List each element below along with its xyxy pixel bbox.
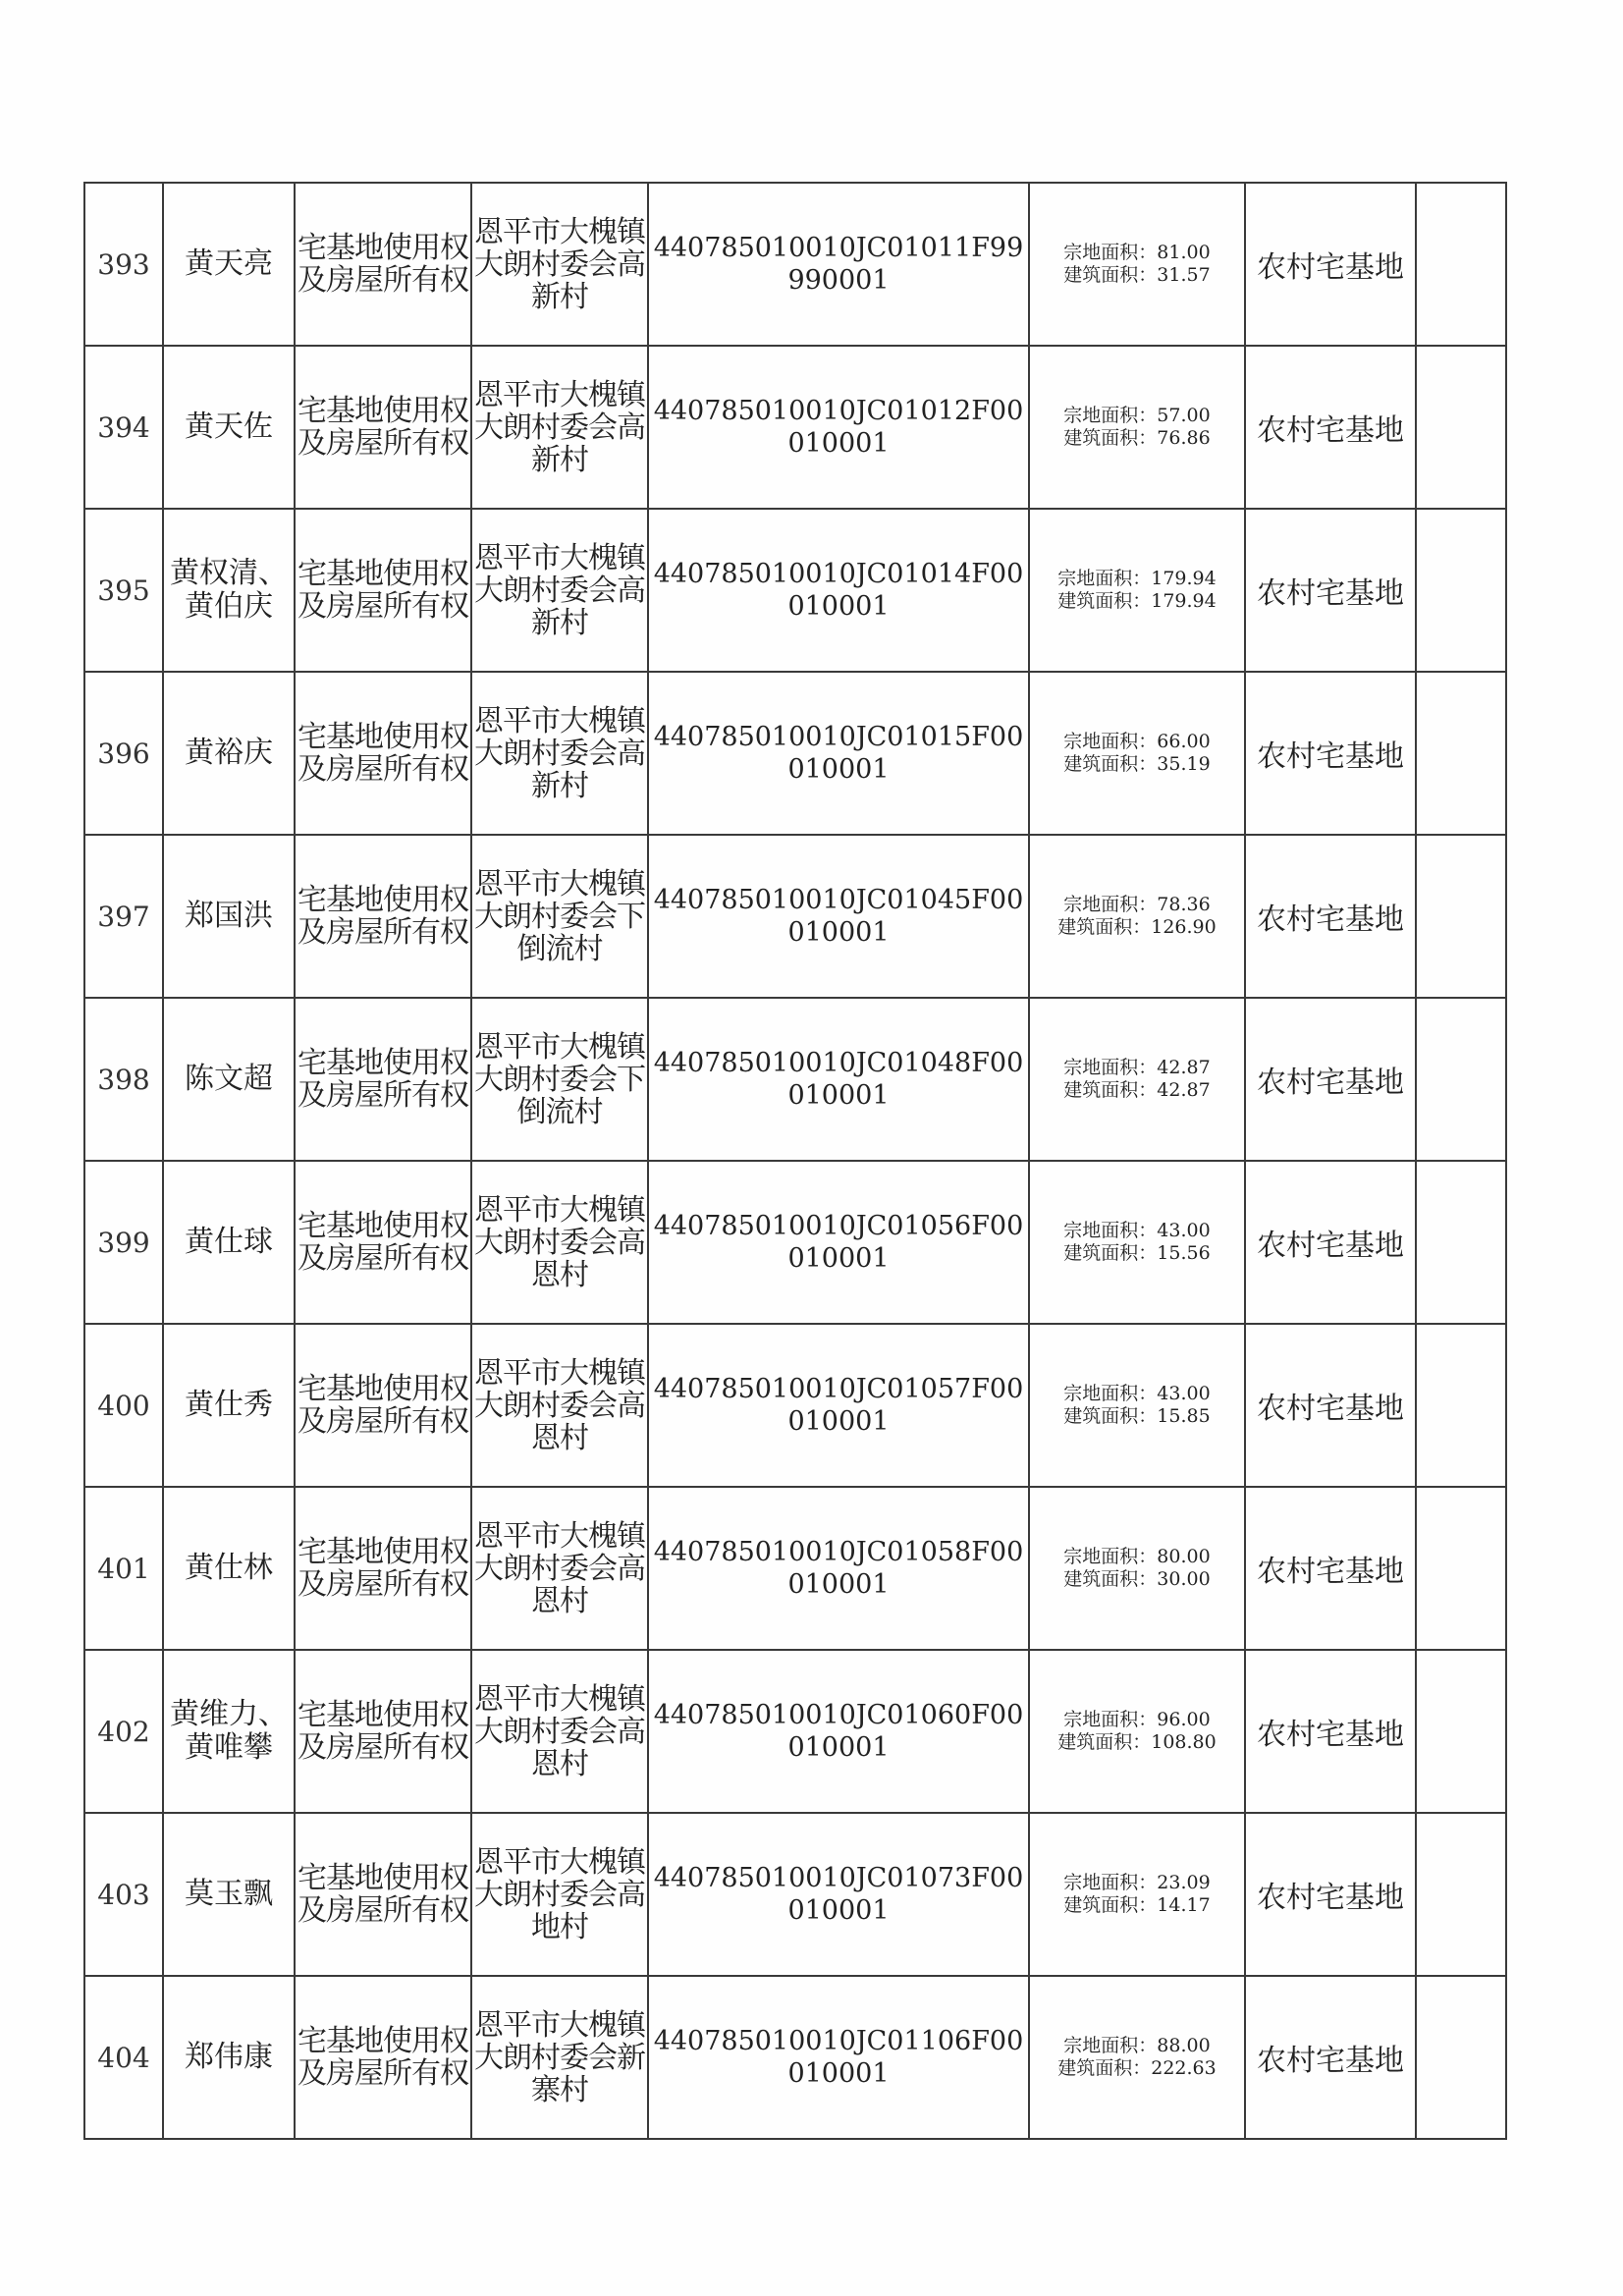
area-info (1029, 509, 1245, 672)
property-location: 恩平市大槐镇大朗村委会高地村 (471, 1813, 648, 1976)
right-type: 宅基地使用权及房屋所有权 (295, 183, 471, 346)
building-area: 建筑面积：35.19 (1063, 753, 1211, 775)
registration-table-body (84, 183, 1506, 2139)
building-area: 建筑面积：31.57 (1063, 264, 1211, 286)
row-number: 398 (84, 998, 163, 1161)
table-row (84, 672, 1506, 835)
remarks (1416, 1487, 1506, 1650)
land-area: 宗地面积：81.00 (1063, 242, 1211, 263)
row-number: 402 (84, 1650, 163, 1813)
property-location: 恩平市大槐镇大朗村委会下倒流村 (471, 835, 648, 998)
land-area: 宗地面积：80.00 (1063, 1546, 1211, 1567)
land-use: 农村宅基地 (1245, 346, 1416, 509)
right-type: 宅基地使用权及房屋所有权 (295, 346, 471, 509)
row-number: 404 (84, 1976, 163, 2139)
remarks (1416, 509, 1506, 672)
property-location: 恩平市大槐镇大朗村委会高恩村 (471, 1161, 648, 1324)
owner-name: 黄权清、黄伯庆 (163, 509, 295, 672)
land-area: 宗地面积：57.00 (1063, 405, 1211, 426)
right-type: 宅基地使用权及房屋所有权 (295, 998, 471, 1161)
remarks (1416, 183, 1506, 346)
land-area: 宗地面积：66.00 (1063, 731, 1211, 752)
right-type: 宅基地使用权及房屋所有权 (295, 1976, 471, 2139)
property-location: 恩平市大槐镇大朗村委会高恩村 (471, 1487, 648, 1650)
table-row (84, 835, 1506, 998)
table-row (84, 346, 1506, 509)
building-area: 建筑面积：30.00 (1063, 1568, 1211, 1590)
remarks (1416, 346, 1506, 509)
building-area: 建筑面积：76.86 (1063, 427, 1211, 449)
unit-code: 440785010010JC01012F00010001 (648, 346, 1029, 509)
row-number: 403 (84, 1813, 163, 1976)
owner-name: 黄裕庆 (163, 672, 295, 835)
unit-code: 440785010010JC01048F00010001 (648, 998, 1029, 1161)
table-row (84, 1161, 1506, 1324)
land-area: 宗地面积：179.94 (1057, 568, 1217, 589)
land-use: 农村宅基地 (1245, 1650, 1416, 1813)
unit-code: 440785010010JC01015F00010001 (648, 672, 1029, 835)
property-location: 恩平市大槐镇大朗村委会下倒流村 (471, 998, 648, 1161)
row-number: 401 (84, 1487, 163, 1650)
property-location: 恩平市大槐镇大朗村委会高新村 (471, 509, 648, 672)
remarks (1416, 1813, 1506, 1976)
unit-code: 440785010010JC01011F99990001 (648, 183, 1029, 346)
right-type: 宅基地使用权及房屋所有权 (295, 672, 471, 835)
area-info (1029, 1161, 1245, 1324)
area-info (1029, 1813, 1245, 1976)
table-row (84, 1813, 1506, 1976)
land-use: 农村宅基地 (1245, 672, 1416, 835)
land-use: 农村宅基地 (1245, 1324, 1416, 1487)
remarks (1416, 1161, 1506, 1324)
land-area: 宗地面积：43.00 (1063, 1383, 1211, 1404)
owner-name: 陈文超 (163, 998, 295, 1161)
row-number: 399 (84, 1161, 163, 1324)
building-area: 建筑面积：15.56 (1063, 1242, 1211, 1264)
land-use: 农村宅基地 (1245, 1813, 1416, 1976)
unit-code: 440785010010JC01057F00010001 (648, 1324, 1029, 1487)
building-area: 建筑面积：179.94 (1057, 590, 1217, 612)
area-info (1029, 998, 1245, 1161)
property-location: 恩平市大槐镇大朗村委会新寨村 (471, 1976, 648, 2139)
remarks (1416, 998, 1506, 1161)
table-row (84, 998, 1506, 1161)
table-row (84, 1976, 1506, 2139)
land-use: 农村宅基地 (1245, 183, 1416, 346)
remarks (1416, 1976, 1506, 2139)
building-area: 建筑面积：14.17 (1063, 1894, 1211, 1916)
land-area: 宗地面积：43.00 (1063, 1220, 1211, 1241)
area-info (1029, 183, 1245, 346)
table-row (84, 1487, 1506, 1650)
land-area: 宗地面积：88.00 (1063, 2035, 1211, 2056)
land-area: 宗地面积：42.87 (1063, 1057, 1211, 1078)
unit-code: 440785010010JC01014F00010001 (648, 509, 1029, 672)
property-location: 恩平市大槐镇大朗村委会高新村 (471, 672, 648, 835)
land-use: 农村宅基地 (1245, 1976, 1416, 2139)
property-location: 恩平市大槐镇大朗村委会高恩村 (471, 1324, 648, 1487)
unit-code: 440785010010JC01045F00010001 (648, 835, 1029, 998)
area-info (1029, 1324, 1245, 1487)
row-number: 397 (84, 835, 163, 998)
building-area: 建筑面积：126.90 (1057, 916, 1217, 938)
owner-name: 黄天亮 (163, 183, 295, 346)
property-location: 恩平市大槐镇大朗村委会高新村 (471, 346, 648, 509)
land-area: 宗地面积：96.00 (1063, 1709, 1211, 1730)
row-number: 394 (84, 346, 163, 509)
row-number: 396 (84, 672, 163, 835)
land-use: 农村宅基地 (1245, 1161, 1416, 1324)
table-row (84, 509, 1506, 672)
unit-code: 440785010010JC01058F00010001 (648, 1487, 1029, 1650)
remarks (1416, 835, 1506, 998)
land-use: 农村宅基地 (1245, 509, 1416, 672)
property-location: 恩平市大槐镇大朗村委会高恩村 (471, 1650, 648, 1813)
building-area: 建筑面积：108.80 (1057, 1731, 1217, 1753)
owner-name: 黄仕秀 (163, 1324, 295, 1487)
unit-code: 440785010010JC01073F00010001 (648, 1813, 1029, 1976)
building-area: 建筑面积：15.85 (1063, 1405, 1211, 1427)
area-info (1029, 1650, 1245, 1813)
building-area: 建筑面积：222.63 (1057, 2057, 1217, 2079)
unit-code: 440785010010JC01056F00010001 (648, 1161, 1029, 1324)
owner-name: 黄天佐 (163, 346, 295, 509)
row-number: 393 (84, 183, 163, 346)
land-use: 农村宅基地 (1245, 998, 1416, 1161)
right-type: 宅基地使用权及房屋所有权 (295, 1487, 471, 1650)
table-row (84, 1650, 1506, 1813)
owner-name: 黄仕林 (163, 1487, 295, 1650)
remarks (1416, 1650, 1506, 1813)
registration-table (83, 182, 1507, 2140)
unit-code: 440785010010JC01060F00010001 (648, 1650, 1029, 1813)
unit-code: 440785010010JC01106F00010001 (648, 1976, 1029, 2139)
owner-name: 黄仕球 (163, 1161, 295, 1324)
area-info (1029, 835, 1245, 998)
table-row (84, 1324, 1506, 1487)
right-type: 宅基地使用权及房屋所有权 (295, 1161, 471, 1324)
remarks (1416, 672, 1506, 835)
area-info (1029, 1487, 1245, 1650)
building-area: 建筑面积：42.87 (1063, 1079, 1211, 1101)
right-type: 宅基地使用权及房屋所有权 (295, 1650, 471, 1813)
area-info (1029, 1976, 1245, 2139)
land-use: 农村宅基地 (1245, 1487, 1416, 1650)
land-area: 宗地面积：23.09 (1063, 1872, 1211, 1893)
remarks (1416, 1324, 1506, 1487)
row-number: 400 (84, 1324, 163, 1487)
owner-name: 黄维力、黄唯攀 (163, 1650, 295, 1813)
land-use: 农村宅基地 (1245, 835, 1416, 998)
right-type: 宅基地使用权及房屋所有权 (295, 1324, 471, 1487)
right-type: 宅基地使用权及房屋所有权 (295, 835, 471, 998)
land-area: 宗地面积：78.36 (1063, 894, 1211, 915)
owner-name: 郑国洪 (163, 835, 295, 998)
right-type: 宅基地使用权及房屋所有权 (295, 1813, 471, 1976)
owner-name: 郑伟康 (163, 1976, 295, 2139)
right-type: 宅基地使用权及房屋所有权 (295, 509, 471, 672)
row-number: 395 (84, 509, 163, 672)
table-row (84, 183, 1506, 346)
owner-name: 莫玉飘 (163, 1813, 295, 1976)
property-location: 恩平市大槐镇大朗村委会高新村 (471, 183, 648, 346)
area-info (1029, 672, 1245, 835)
area-info (1029, 346, 1245, 509)
